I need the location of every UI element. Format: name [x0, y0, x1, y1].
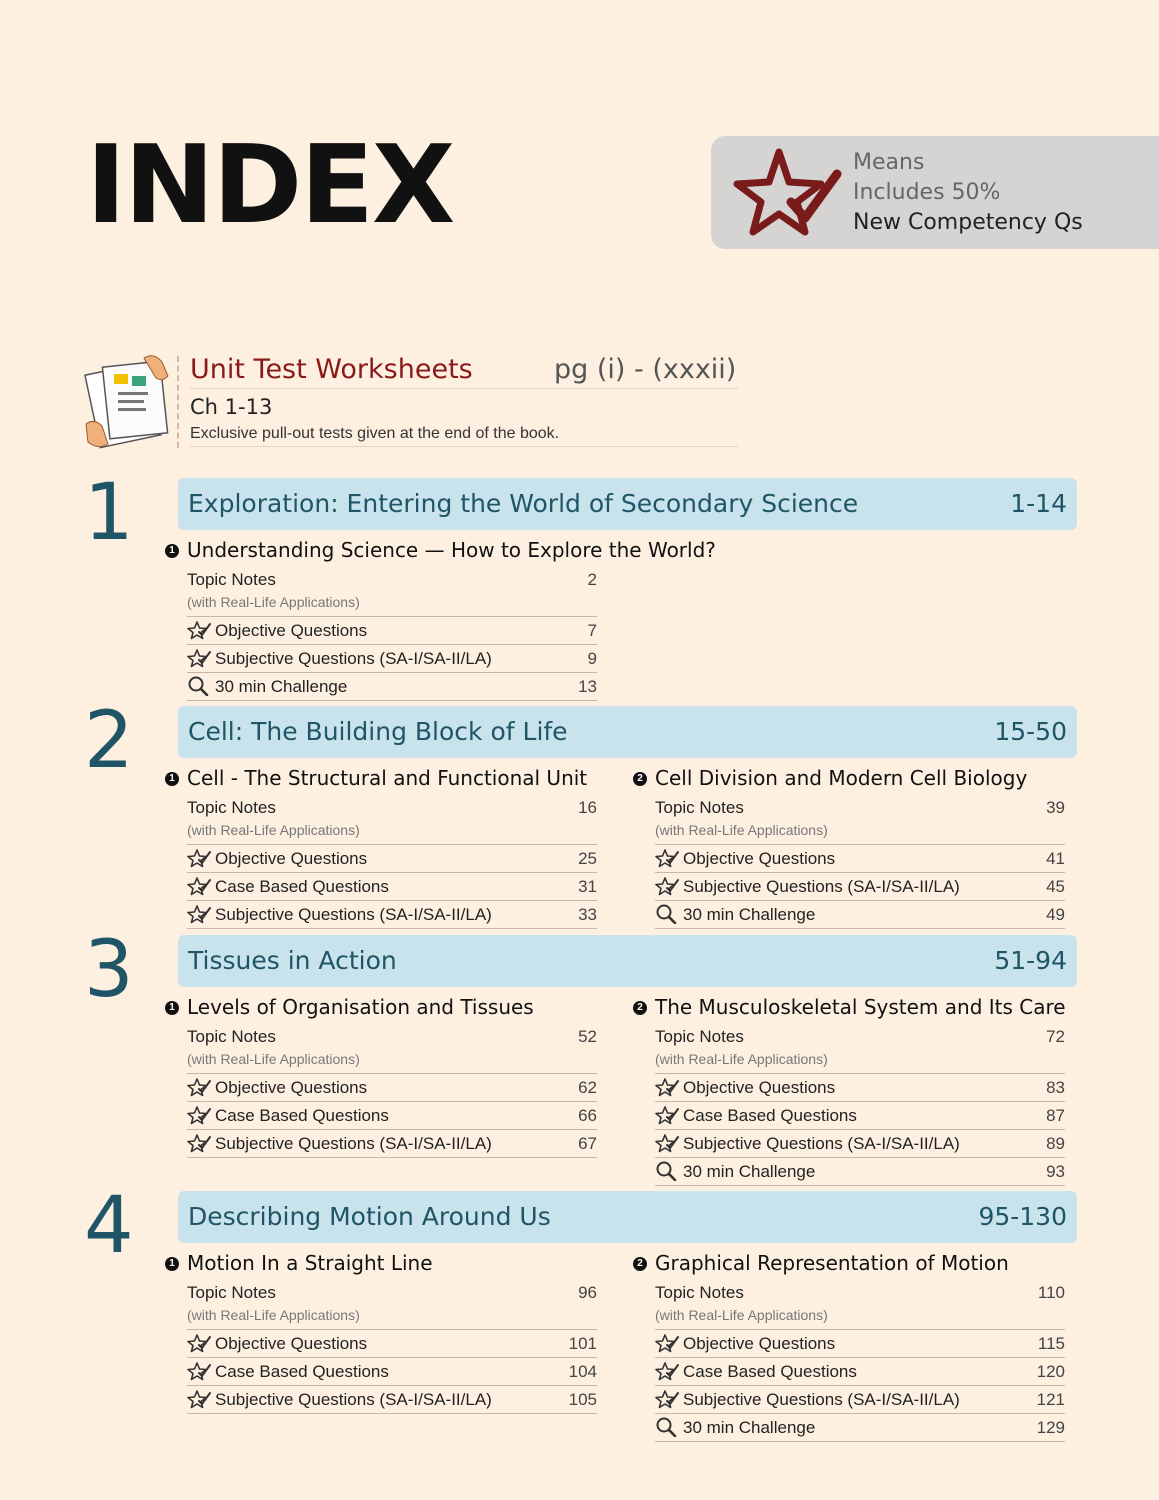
- legend-line-2: Includes 50%: [853, 180, 1001, 205]
- row-label: Objective Questions: [683, 1078, 836, 1097]
- row-page: 7: [587, 621, 597, 640]
- index-row[interactable]: [187, 645, 597, 673]
- row-label: 30 min Challenge: [215, 677, 348, 696]
- index-row[interactable]: [187, 1330, 597, 1358]
- row-page: 39: [1046, 798, 1065, 817]
- star-check-icon: [655, 876, 679, 896]
- dashed-separator: [177, 356, 179, 448]
- chapter-3-2: [637, 991, 1095, 1186]
- row-label: Objective Questions: [215, 621, 368, 640]
- row-sublabel: (with Real-Life Applications): [655, 822, 828, 838]
- star-check-icon: [187, 1077, 211, 1097]
- row-page: 101: [568, 1334, 597, 1353]
- chapter-title[interactable]: The Musculoskeletal System and Its Care: [655, 995, 1066, 1019]
- star-check-icon: [187, 848, 211, 868]
- row-label: Subjective Questions (SA-I/SA-II/LA): [215, 1390, 492, 1409]
- chapter-bullet: 2: [633, 772, 647, 786]
- row-page: 104: [568, 1362, 597, 1381]
- unit-test-pages: pg (i) - (xxxii): [554, 354, 737, 385]
- unit-test-description: Exclusive pull-out tests given at the end of the book.: [190, 425, 560, 442]
- row-page: 129: [1036, 1418, 1065, 1437]
- unit-pages: 51-94: [994, 946, 1067, 975]
- unit-title: Describing Motion Around Us: [188, 1202, 551, 1231]
- topic-notes-row[interactable]: [187, 1281, 597, 1330]
- row-label: Topic Notes: [187, 1283, 276, 1302]
- unit-number: 4: [84, 1181, 134, 1271]
- row-page: 110: [1037, 1283, 1065, 1302]
- unit-title: Exploration: Entering the World of Secondary Science: [188, 489, 859, 518]
- row-page: 72: [1046, 1027, 1065, 1046]
- star-check-icon: [655, 1133, 679, 1153]
- row-label: Subjective Questions (SA-I/SA-II/LA): [215, 905, 492, 924]
- index-row[interactable]: [655, 873, 1065, 901]
- row-sublabel: (with Real-Life Applications): [655, 1307, 828, 1323]
- row-page: 62: [578, 1078, 597, 1097]
- row-label: Topic Notes: [187, 1027, 276, 1046]
- index-row[interactable]: [187, 1074, 597, 1102]
- chapter-bullet: 2: [633, 1257, 647, 1271]
- row-label: Topic Notes: [655, 1283, 744, 1302]
- worksheet-illustration-icon: [84, 350, 172, 450]
- row-page: 121: [1036, 1390, 1065, 1409]
- unit-header-bar[interactable]: [178, 1191, 1077, 1243]
- unit-test-title: Unit Test Worksheets: [190, 354, 473, 385]
- row-label: Topic Notes: [187, 570, 276, 589]
- star-check-icon: [187, 876, 211, 896]
- unit-pages: 15-50: [994, 717, 1067, 746]
- star-check-icon: [655, 848, 679, 868]
- row-label: Case Based Questions: [215, 877, 389, 896]
- chapter-bullet: 1: [165, 1257, 179, 1271]
- star-check-icon: [187, 1389, 211, 1409]
- row-page: 49: [1046, 905, 1065, 924]
- index-row[interactable]: [655, 1158, 1065, 1186]
- topic-notes-row[interactable]: [187, 796, 597, 845]
- row-page: 66: [578, 1106, 597, 1125]
- topic-notes-row[interactable]: [655, 796, 1065, 845]
- unit-header-bar[interactable]: [178, 935, 1077, 987]
- index-row[interactable]: [655, 1102, 1065, 1130]
- row-page: 41: [1046, 849, 1065, 868]
- row-page: 16: [578, 798, 597, 817]
- row-page: 120: [1036, 1362, 1065, 1381]
- row-page: 105: [568, 1390, 597, 1409]
- topic-notes-row[interactable]: [655, 1025, 1065, 1074]
- legend-line-1: Means: [853, 150, 925, 175]
- row-label: Case Based Questions: [215, 1106, 389, 1125]
- row-label: Objective Questions: [215, 1078, 368, 1097]
- row-label: 30 min Challenge: [683, 1162, 816, 1181]
- chapter-bullet: 2: [633, 1001, 647, 1015]
- star-check-icon: [187, 1361, 211, 1381]
- star-check-icon: [655, 1077, 679, 1097]
- index-row[interactable]: [655, 1386, 1065, 1414]
- row-label: Objective Questions: [683, 1334, 836, 1353]
- chapter-bullet: 1: [165, 1001, 179, 1015]
- unit-pages: 1-14: [1010, 489, 1067, 518]
- index-row[interactable]: [655, 1330, 1065, 1358]
- unit-title: Cell: The Building Block of Life: [188, 717, 568, 746]
- chapter-4-1: [169, 1247, 627, 1414]
- unit-header-bar[interactable]: [178, 478, 1077, 530]
- chapter-4-2: [637, 1247, 1095, 1442]
- magnifier-icon: [655, 1161, 679, 1181]
- index-row[interactable]: [187, 1102, 597, 1130]
- row-label: Objective Questions: [215, 849, 368, 868]
- star-check-icon: [655, 1105, 679, 1125]
- index-row[interactable]: [655, 901, 1065, 929]
- unit-header-bar[interactable]: [178, 706, 1077, 758]
- index-row[interactable]: [655, 845, 1065, 873]
- index-row[interactable]: [187, 617, 597, 645]
- row-label: Subjective Questions (SA-I/SA-II/LA): [683, 1134, 960, 1153]
- index-row[interactable]: [655, 1074, 1065, 1102]
- chapter-bullet: 1: [165, 772, 179, 786]
- row-page: 45: [1046, 877, 1065, 896]
- row-label: Subjective Questions (SA-I/SA-II/LA): [683, 877, 960, 896]
- row-page: 25: [578, 849, 597, 868]
- index-row[interactable]: [187, 873, 597, 901]
- chapter-2-2: [637, 762, 1095, 929]
- row-label: Topic Notes: [655, 1027, 744, 1046]
- index-row[interactable]: [187, 673, 597, 701]
- index-row[interactable]: [655, 1130, 1065, 1158]
- unit-number: 1: [84, 468, 134, 558]
- chapter-bullet: 1: [165, 544, 179, 558]
- index-row[interactable]: [655, 1358, 1065, 1386]
- star-check-icon: [655, 1333, 679, 1353]
- unit-pages: 95-130: [978, 1202, 1067, 1231]
- star-check-icon: [187, 1333, 211, 1353]
- legend-line-3: New Competency Qs: [853, 210, 1083, 235]
- index-row[interactable]: [187, 1386, 597, 1414]
- row-page: 33: [578, 905, 597, 924]
- magnifier-icon: [655, 904, 679, 924]
- row-page: 115: [1037, 1334, 1065, 1353]
- row-page: 13: [578, 677, 597, 696]
- row-label: Topic Notes: [187, 798, 276, 817]
- index-row[interactable]: [187, 845, 597, 873]
- row-page: 67: [578, 1134, 597, 1153]
- chapter-title[interactable]: Motion In a Straight Line: [187, 1251, 433, 1275]
- star-check-icon: [187, 1133, 211, 1153]
- row-sublabel: (with Real-Life Applications): [187, 1051, 360, 1067]
- row-label: Objective Questions: [215, 1334, 368, 1353]
- index-row[interactable]: [187, 1358, 597, 1386]
- index-row[interactable]: [187, 901, 597, 929]
- star-check-icon: [187, 620, 211, 640]
- row-sublabel: (with Real-Life Applications): [187, 1307, 360, 1323]
- index-row[interactable]: [187, 1130, 597, 1158]
- row-label: Subjective Questions (SA-I/SA-II/LA): [683, 1390, 960, 1409]
- row-page: 9: [587, 649, 597, 668]
- divider: [190, 446, 738, 447]
- row-label: Subjective Questions (SA-I/SA-II/LA): [215, 649, 492, 668]
- row-label: 30 min Challenge: [683, 905, 816, 924]
- index-row[interactable]: [655, 1414, 1065, 1442]
- star-check-icon: [655, 1389, 679, 1409]
- row-page: 31: [578, 877, 597, 896]
- row-page: 96: [578, 1283, 597, 1302]
- row-page: 83: [1046, 1078, 1065, 1097]
- row-page: 87: [1046, 1106, 1065, 1125]
- unit-number: 2: [84, 696, 134, 786]
- row-label: Topic Notes: [655, 798, 744, 817]
- magnifier-icon: [655, 1417, 679, 1437]
- row-label: Case Based Questions: [683, 1106, 857, 1125]
- row-page: 93: [1046, 1162, 1065, 1181]
- chapter-title[interactable]: Cell Division and Modern Cell Biology: [655, 766, 1028, 790]
- row-sublabel: (with Real-Life Applications): [655, 1051, 828, 1067]
- topic-notes-row[interactable]: [187, 568, 597, 617]
- chapter-2-1: [169, 762, 627, 929]
- chapter-title[interactable]: Graphical Representation of Motion: [655, 1251, 1009, 1275]
- legend-box: [711, 136, 1159, 249]
- unit-title: Tissues in Action: [188, 946, 397, 975]
- row-page: 52: [578, 1027, 597, 1046]
- row-label: 30 min Challenge: [683, 1418, 816, 1437]
- chapter-1-1: [169, 534, 716, 701]
- page-title: INDEX: [86, 123, 454, 248]
- row-page: 89: [1046, 1134, 1065, 1153]
- star-check-icon: [729, 144, 845, 242]
- magnifier-icon: [187, 676, 211, 696]
- unit-test-chapters: Ch 1-13: [190, 395, 273, 419]
- chapter-title[interactable]: Cell - The Structural and Functional Unit: [187, 766, 588, 790]
- row-page: 2: [587, 570, 597, 589]
- row-sublabel: (with Real-Life Applications): [187, 594, 360, 610]
- row-sublabel: (with Real-Life Applications): [187, 822, 360, 838]
- chapter-title[interactable]: Understanding Science — How to Explore the World?: [187, 538, 716, 562]
- divider: [190, 388, 738, 389]
- star-check-icon: [187, 648, 211, 668]
- row-label: Objective Questions: [683, 849, 836, 868]
- row-label: Case Based Questions: [683, 1362, 857, 1381]
- unit-test-worksheets: [84, 350, 744, 450]
- topic-notes-row[interactable]: [187, 1025, 597, 1074]
- topic-notes-row[interactable]: [655, 1281, 1065, 1330]
- row-label: Case Based Questions: [215, 1362, 389, 1381]
- chapter-title[interactable]: Levels of Organisation and Tissues: [187, 995, 534, 1019]
- unit-number: 3: [84, 925, 134, 1015]
- star-check-icon: [187, 1105, 211, 1125]
- star-check-icon: [655, 1361, 679, 1381]
- chapter-3-1: [169, 991, 627, 1158]
- star-check-icon: [187, 904, 211, 924]
- row-label: Subjective Questions (SA-I/SA-II/LA): [215, 1134, 492, 1153]
